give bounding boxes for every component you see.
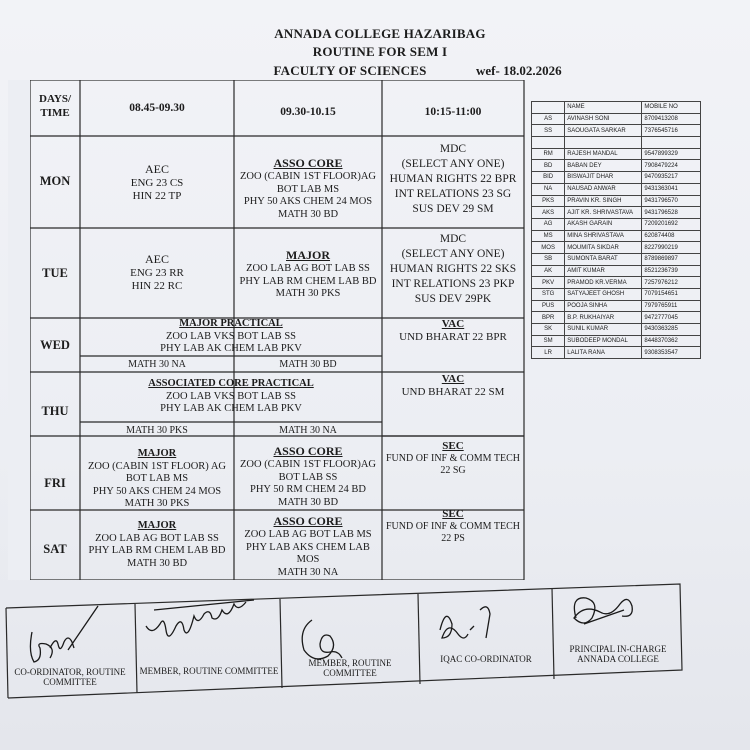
contact-code: AS bbox=[532, 113, 565, 125]
contact-mobile: 620874408 bbox=[642, 230, 701, 242]
contact-row bbox=[532, 324, 701, 336]
contact-mobile bbox=[642, 137, 701, 149]
contact-row bbox=[532, 265, 701, 277]
sig-label-iqac: IQAC CO-ORDINATOR bbox=[440, 654, 532, 664]
contact-code: SS bbox=[532, 125, 565, 137]
contact-mobile: 9431796570 bbox=[642, 195, 701, 207]
contact-row bbox=[532, 335, 701, 347]
contact-code: SK bbox=[532, 324, 565, 336]
contact-name bbox=[565, 137, 642, 149]
contact-row bbox=[532, 300, 701, 312]
contact-code: SB bbox=[532, 253, 565, 265]
contact-name: RAJESH MANDAL bbox=[565, 148, 642, 160]
contact-row bbox=[532, 253, 701, 265]
fri-slot3: SEC FUND OF INF & COMM TECH 22 SG bbox=[385, 440, 520, 476]
contact-mobile: 8789869897 bbox=[642, 253, 701, 265]
contact-name: MINA SHRIVASTAVA bbox=[565, 230, 642, 242]
wed-slot3: VAC UND BHARAT 22 BPR bbox=[399, 318, 507, 343]
timeslot-3: 10:15-11:00 bbox=[424, 106, 482, 118]
faculty-contact-table bbox=[531, 101, 701, 359]
handwritten-signatures bbox=[30, 598, 632, 662]
contact-mobile: 9431363041 bbox=[642, 183, 701, 195]
sat-slot2: ASSO CORE ZOO LAB AG BOT LAB MS PHY LAB AKS CHEM LAB MOS MATH 30 NA bbox=[244, 514, 372, 578]
day-sat: SAT bbox=[43, 542, 67, 556]
contact-name: LALITA RANA bbox=[565, 347, 642, 359]
contact-row bbox=[532, 183, 701, 195]
contact-mobile: 7257976212 bbox=[642, 277, 701, 289]
contact-mobile: 8709413208 bbox=[642, 113, 701, 125]
faculty-title: FACULTY OF SCIENCES bbox=[273, 63, 427, 78]
contact-name: NAME bbox=[565, 102, 642, 114]
fri-slot1: MAJOR ZOO (CABIN 1ST FLOOR) AG BOT LAB MS PHY 50 AKS CHEM 24 MOS MATH 30 PKS bbox=[87, 448, 227, 509]
contact-mobile: 9430363285 bbox=[642, 324, 701, 336]
signature-block bbox=[4, 580, 694, 700]
contact-code bbox=[532, 102, 565, 114]
contact-name: SUMONTA BARAT bbox=[565, 253, 642, 265]
contact-name: PRAMOD KR.VERMA bbox=[565, 277, 642, 289]
contact-name: AVINASH SONI bbox=[565, 113, 642, 125]
contact-mobile: 8448370362 bbox=[642, 335, 701, 347]
contact-name: SUNIL KUMAR bbox=[565, 324, 642, 336]
contact-code: AK bbox=[532, 265, 565, 277]
effective-date: wef- 18.02.2026 bbox=[476, 63, 562, 78]
contact-code: RM bbox=[532, 148, 565, 160]
contact-mobile: 8227990219 bbox=[642, 242, 701, 254]
contact-mobile: 9472777045 bbox=[642, 312, 701, 324]
mon-slot3: MDC (SELECT ANY ONE) HUMAN RIGHTS 22 BPR INT RELATIONS 23 SG SUS DEV 29 SM bbox=[389, 143, 517, 215]
contact-name: BISWAJIT DHAR bbox=[565, 172, 642, 184]
timeslot-2: 09.30-10.15 bbox=[280, 106, 336, 118]
contact-row bbox=[532, 242, 701, 254]
contact-code: PUS bbox=[532, 300, 565, 312]
contact-mobile: 7908479224 bbox=[642, 160, 701, 172]
contact-code: NA bbox=[532, 183, 565, 195]
contact-name: AJIT KR. SHRIVASTAVA bbox=[565, 207, 642, 219]
contact-mobile: MOBILE NO bbox=[642, 102, 701, 114]
contact-row bbox=[532, 277, 701, 289]
routine-title: ROUTINE FOR SEM I bbox=[312, 44, 448, 59]
contact-name: MOUMITA SIKDAR bbox=[565, 242, 642, 254]
thu-math-1: MATH 30 PKS bbox=[126, 425, 188, 436]
contact-row bbox=[532, 137, 701, 149]
contact-code: BPR bbox=[532, 312, 565, 324]
tue-slot1: AEC ENG 23 RR HIN 22 RC bbox=[130, 252, 184, 292]
sig-label-member-2: MEMBER, ROUTINE COMMITTEE bbox=[308, 658, 392, 678]
wed-math-2: MATH 30 BD bbox=[279, 359, 337, 370]
wed-practical: MAJOR PRACTICAL ZOO LAB VKS BOT LAB SS PHY LAB AK CHEM LAB PKV bbox=[160, 318, 302, 354]
contact-code: LR bbox=[532, 347, 565, 359]
contact-row bbox=[532, 195, 701, 207]
contact-mobile: 8521236739 bbox=[642, 265, 701, 277]
contact-mobile: 9547899329 bbox=[642, 148, 701, 160]
wed-math-1: MATH 30 NA bbox=[128, 359, 186, 370]
contact-name: SAOUGATA SARKAR bbox=[565, 125, 642, 137]
day-fri: FRI bbox=[44, 476, 66, 490]
contact-name: SUBODEEP MONDAL bbox=[565, 335, 642, 347]
fri-slot2: ASSO CORE ZOO (CABIN 1ST FLOOR)AG BOT LAB SS PHY 50 RM CHEM 24 BD MATH 30 BD bbox=[239, 444, 377, 508]
day-wed: WED bbox=[40, 338, 70, 352]
thu-practical: ASSOCIATED CORE PRACTICAL ZOO LAB VKS BOT LAB SS PHY LAB AK CHEM LAB PKV bbox=[148, 378, 314, 414]
contact-mobile: 7979765911 bbox=[642, 300, 701, 312]
contact-code: STG bbox=[532, 289, 565, 301]
days-time-header: DAYS/ TIME bbox=[39, 93, 71, 119]
contact-row bbox=[532, 125, 701, 137]
contact-code: BID bbox=[532, 172, 565, 184]
contact-code: BD bbox=[532, 160, 565, 172]
thu-slot3: VAC UND BHARAT 22 SM bbox=[401, 373, 505, 398]
contact-name: PRAVIN KR. SINGH bbox=[565, 195, 642, 207]
contact-row bbox=[532, 172, 701, 184]
contact-row bbox=[532, 148, 701, 160]
contact-name: POOJA SINHA bbox=[565, 300, 642, 312]
mon-slot2: ASSO CORE ZOO (CABIN 1ST FLOOR)AG BOT LAB MS PHY 50 AKS CHEM 24 MOS MATH 30 BD bbox=[239, 156, 377, 220]
contact-mobile: 9470935217 bbox=[642, 172, 701, 184]
contact-name: BABAN DEY bbox=[565, 160, 642, 172]
contact-row bbox=[532, 230, 701, 242]
contact-row bbox=[532, 113, 701, 125]
contact-name: NAUSAD ANWAR bbox=[565, 183, 642, 195]
sig-label-coordinator: CO-ORDINATOR, ROUTINE COMMITTEE bbox=[14, 667, 126, 687]
timeslot-1: 08.45-09.30 bbox=[129, 102, 185, 114]
contact-code: AG bbox=[532, 218, 565, 230]
day-thu: THU bbox=[41, 404, 69, 418]
thu-math-2: MATH 30 NA bbox=[279, 425, 337, 436]
contact-name: AMIT KUMAR bbox=[565, 265, 642, 277]
contact-mobile: 9308353547 bbox=[642, 347, 701, 359]
sig-label-member-1: MEMBER, ROUTINE COMMITTEE bbox=[139, 666, 279, 676]
sig-label-principal: PRINCIPAL IN-CHARGE ANNADA COLLEGE bbox=[569, 644, 667, 664]
contact-code bbox=[532, 137, 565, 149]
contact-code: PKV bbox=[532, 277, 565, 289]
contact-row bbox=[532, 207, 701, 219]
contact-row bbox=[532, 218, 701, 230]
routine-table bbox=[8, 80, 528, 580]
day-mon: MON bbox=[39, 174, 71, 188]
contact-row bbox=[532, 160, 701, 172]
contact-code: MOS bbox=[532, 242, 565, 254]
contact-code: MS bbox=[532, 230, 565, 242]
sat-slot1: MAJOR ZOO LAB AG BOT LAB SS PHY LAB RM CHEM LAB BD MATH 30 BD bbox=[88, 520, 226, 569]
contact-mobile: 7376545716 bbox=[642, 125, 701, 137]
mon-slot1: AEC ENG 23 CS HIN 22 TP bbox=[130, 162, 184, 202]
contact-row bbox=[532, 347, 701, 359]
contact-mobile: 7209201692 bbox=[642, 218, 701, 230]
tue-slot2: MAJOR ZOO LAB AG BOT LAB SS PHY LAB RM CHEM LAB BD MATH 30 PKS bbox=[239, 248, 377, 299]
contact-code: PKS bbox=[532, 195, 565, 207]
contact-name: SATYAJEET GHOSH bbox=[565, 289, 642, 301]
tue-slot3: MDC (SELECT ANY ONE) HUMAN RIGHTS 22 SKS INT RELATIONS 23 PKP SUS DEV 29PK bbox=[389, 233, 517, 305]
sat-slot3: SEC FUND OF INF & COMM TECH 22 PS bbox=[385, 508, 520, 544]
contact-name: AKASH GARAIN bbox=[565, 218, 642, 230]
contact-mobile: 9431796528 bbox=[642, 207, 701, 219]
contact-row bbox=[532, 312, 701, 324]
contact-row bbox=[532, 289, 701, 301]
contact-header-row bbox=[532, 102, 701, 114]
contact-name: B.P. RUKHAIYAR bbox=[565, 312, 642, 324]
contact-code: SM bbox=[532, 335, 565, 347]
contact-code: AKS bbox=[532, 207, 565, 219]
college-name: ANNADA COLLEGE HAZARIBAG bbox=[274, 26, 486, 41]
contact-mobile: 7079154651 bbox=[642, 289, 701, 301]
day-tue: TUE bbox=[42, 266, 68, 280]
